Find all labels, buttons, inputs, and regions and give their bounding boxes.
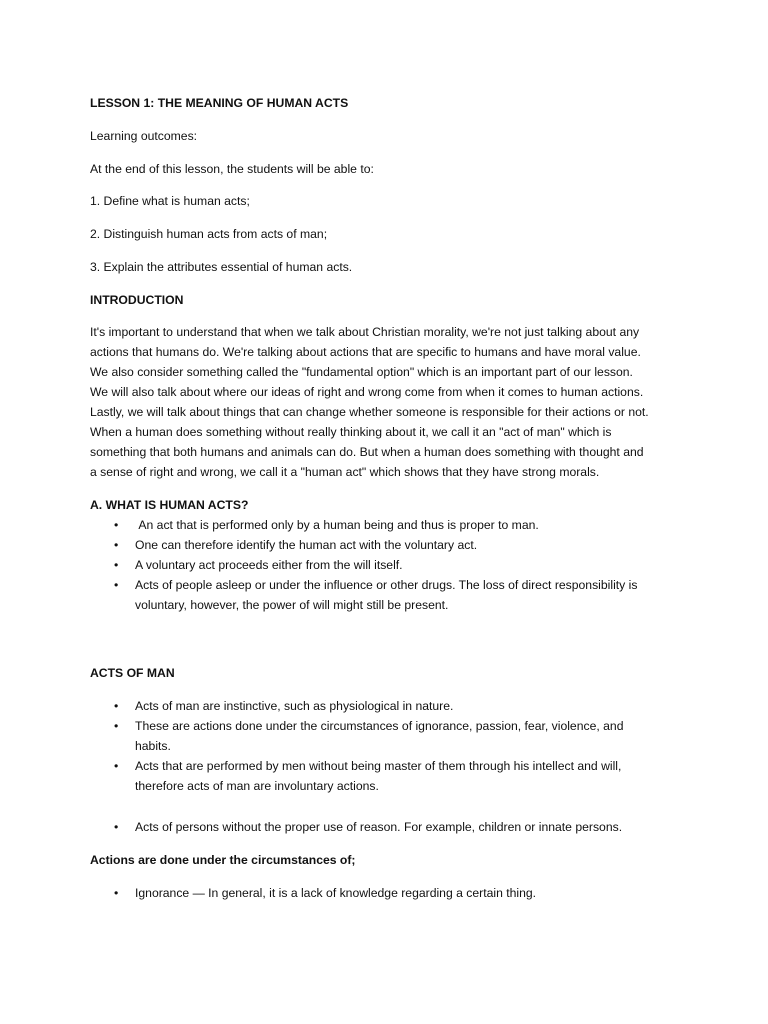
list-item-text: Acts of persons without the proper use of reason. For example, children or innate persons. — [135, 820, 623, 834]
bullet-icon: • — [114, 719, 119, 733]
bullet-icon: • — [114, 759, 119, 773]
bullet-icon: • — [114, 699, 119, 713]
section-a-heading: A. WHAT IS HUMAN ACTS? — [90, 498, 249, 512]
bullet-icon: • — [114, 578, 119, 592]
acts-of-man-heading: ACTS OF MAN — [90, 666, 175, 680]
bullet-icon: • — [114, 886, 119, 900]
human-acts-list — [90, 515, 690, 615]
paragraph-line: When a human does something without really thinking about it, we call it an "act of man" which is — [90, 425, 612, 439]
circumstances-list — [90, 883, 690, 903]
list-item-text: voluntary, however, the power of will might still be present. — [135, 598, 449, 612]
list-item-text: Acts of man are instinctive, such as physiological in nature. — [135, 699, 454, 713]
acts-of-man-list — [90, 696, 690, 796]
list-item-text: therefore acts of man are involuntary actions. — [135, 779, 379, 793]
list-item-text: habits. — [135, 739, 171, 753]
outcomes-intro: At the end of this lesson, the students will be able to: — [90, 162, 374, 176]
paragraph-line: something that both humans and animals can do. But when a human does something with thought and — [90, 445, 644, 459]
paragraph-line: It's important to understand that when we talk about Christian morality, we're not just talking about any — [90, 325, 640, 339]
list-item — [90, 883, 690, 903]
bullet-icon: • — [114, 538, 119, 552]
list-item — [90, 555, 690, 575]
introduction-paragraph — [90, 322, 690, 482]
list-item — [90, 817, 690, 837]
outcome-item: 2. Distinguish human acts from acts of man; — [90, 227, 328, 241]
list-item — [90, 696, 690, 716]
list-item — [90, 515, 690, 535]
bullet-icon: • — [114, 820, 119, 834]
list-item — [90, 716, 690, 756]
bullet-icon: • — [114, 518, 119, 532]
outcome-item: 3. Explain the attributes essential of human acts. — [90, 260, 353, 274]
paragraph-line: We also consider something called the "fundamental option" which is an important part of our lesson. — [90, 365, 633, 379]
paragraph-line: We will also talk about where our ideas of right and wrong come from when it comes to human actions. — [90, 385, 644, 399]
list-item-text: A voluntary act proceeds either from the will itself. — [135, 558, 403, 572]
list-item-text: These are actions done under the circumstances of ignorance, passion, fear, violence, and — [135, 719, 624, 733]
outcome-item: 1. Define what is human acts; — [90, 194, 250, 208]
paragraph-line: a sense of right and wrong, we call it a "human act" which shows that they have strong morals. — [90, 465, 600, 479]
learning-outcomes-label: Learning outcomes: — [90, 129, 198, 143]
list-item-text: One can therefore identify the human act with the voluntary act. — [135, 538, 478, 552]
list-item-text: An act that is performed only by a human being and thus is proper to man. — [135, 518, 539, 532]
paragraph-line: Lastly, we will talk about things that can change whether someone is responsible for their actions or not. — [90, 405, 649, 419]
bullet-icon: • — [114, 558, 119, 572]
list-item — [90, 756, 690, 796]
list-item-text: Ignorance — In general, it is a lack of knowledge regarding a certain thing. — [135, 886, 537, 900]
circumstances-heading: Actions are done under the circumstances of; — [90, 853, 356, 867]
paragraph-line: actions that humans do. We're talking about actions that are specific to humans and have moral value. — [90, 345, 641, 359]
acts-of-man-list-extra — [90, 817, 690, 837]
list-item — [90, 575, 690, 615]
introduction-heading: INTRODUCTION — [90, 293, 184, 307]
list-item-text: Acts of people asleep or under the influence or other drugs. The loss of direct responsibility is — [135, 578, 638, 592]
list-item — [90, 535, 690, 555]
list-item-text: Acts that are performed by men without being master of them through his intellect and will, — [135, 759, 622, 773]
lesson-title: LESSON 1: THE MEANING OF HUMAN ACTS — [90, 96, 349, 110]
